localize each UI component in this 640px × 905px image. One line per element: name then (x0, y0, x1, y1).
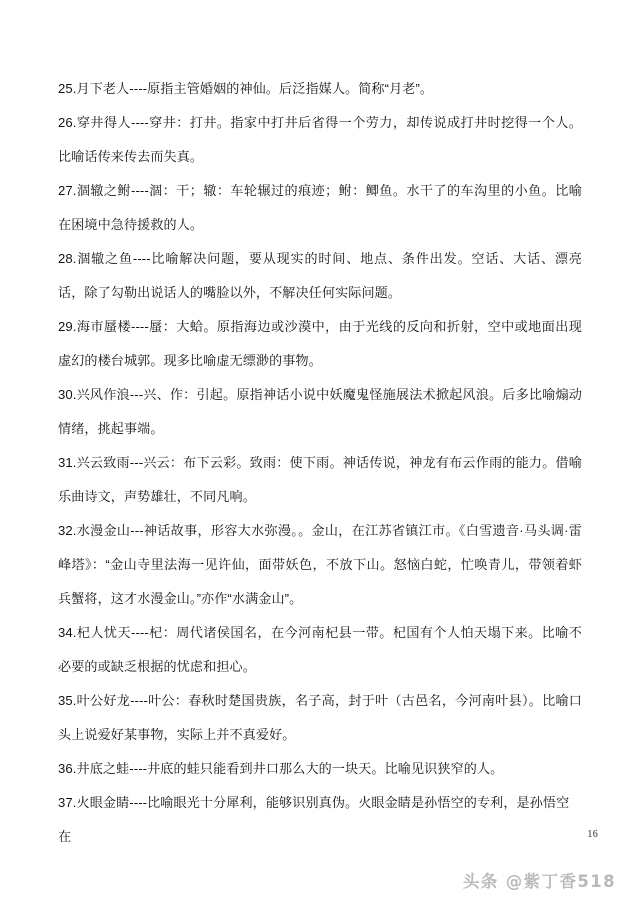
watermark: 头条 @紫丁香518 (462, 872, 616, 891)
list-item: 29.海市蜃楼----蜃：大蛤。原指海边或沙漠中，由于光线的反向和折射，空中或地面出现虚幻的楼台城郭。现多比喻虚无缥渺的事物。 (58, 319, 582, 368)
list-item: 31.兴云致雨---兴云：布下云彩。致雨：使下雨。神话传说，神龙有布云作雨的能力。借喻乐曲诗文，声势雄壮，不同凡响。 (58, 455, 582, 504)
idiom-entry-list (58, 72, 582, 854)
page-number: 16 (587, 829, 598, 840)
list-item: 27.涸辙之鲋----涸：干；辙：车轮辗过的痕迹；鲋：鲫鱼。水干了的车沟里的小鱼。比喻在困境中急待援救的人。 (58, 183, 582, 232)
list-item: 34.杞人忧天----杞：周代诸侯国名，在今河南杞县一带。杞国有个人怕天塌下来。比喻不必要的或缺乏根据的忧虑和担心。 (58, 625, 582, 674)
list-item: 32.水漫金山---神话故事，形容大水弥漫。。金山，在江苏省镇江市。《白雪遗音·马头调·雷峰塔》：“金山寺里法海一见许仙，面带妖色，不放下山。怒恼白蛇，忙唤青儿，带领着虾兵蟹将，这才水漫金山。”亦作“水满金山”。 (58, 523, 582, 606)
list-item: 30.兴风作浪---兴、作：引起。原指神话小说中妖魔鬼怪施展法术掀起风浪。后多比喻煽动情绪，挑起事端。 (58, 387, 582, 436)
list-item: 25.月下老人----原指主管婚姻的神仙。后泛指媒人。简称“月老”。 (58, 81, 434, 96)
list-item: 26.穿井得人----穿井：打井。指家中打井后省得一个劳力，却传说成打井时挖得一个人。比喻话传来传去而失真。 (58, 115, 582, 164)
list-item: 28.涸辙之鱼----比喻解决问题，要从现实的时间、地点、条件出发。空话、大话、漂亮话，除了勾勒出说话人的嘴脸以外，不解决任何实际问题。 (58, 251, 582, 300)
list-item: 36.井底之蛙----井底的蛙只能看到井口那么大的一块天。比喻见识狭窄的人。 (58, 761, 504, 776)
list-item: 37.火眼金睛----比喻眼光十分犀利，能够识别真伪。火眼金睛是孙悟空的专利，是孙悟空在 (58, 795, 570, 844)
list-item: 35.叶公好龙----叶公：春秋时楚国贵族，名子高，封于叶（古邑名，今河南叶县）。比喻口头上说爱好某事物，实际上并不真爱好。 (58, 693, 582, 742)
